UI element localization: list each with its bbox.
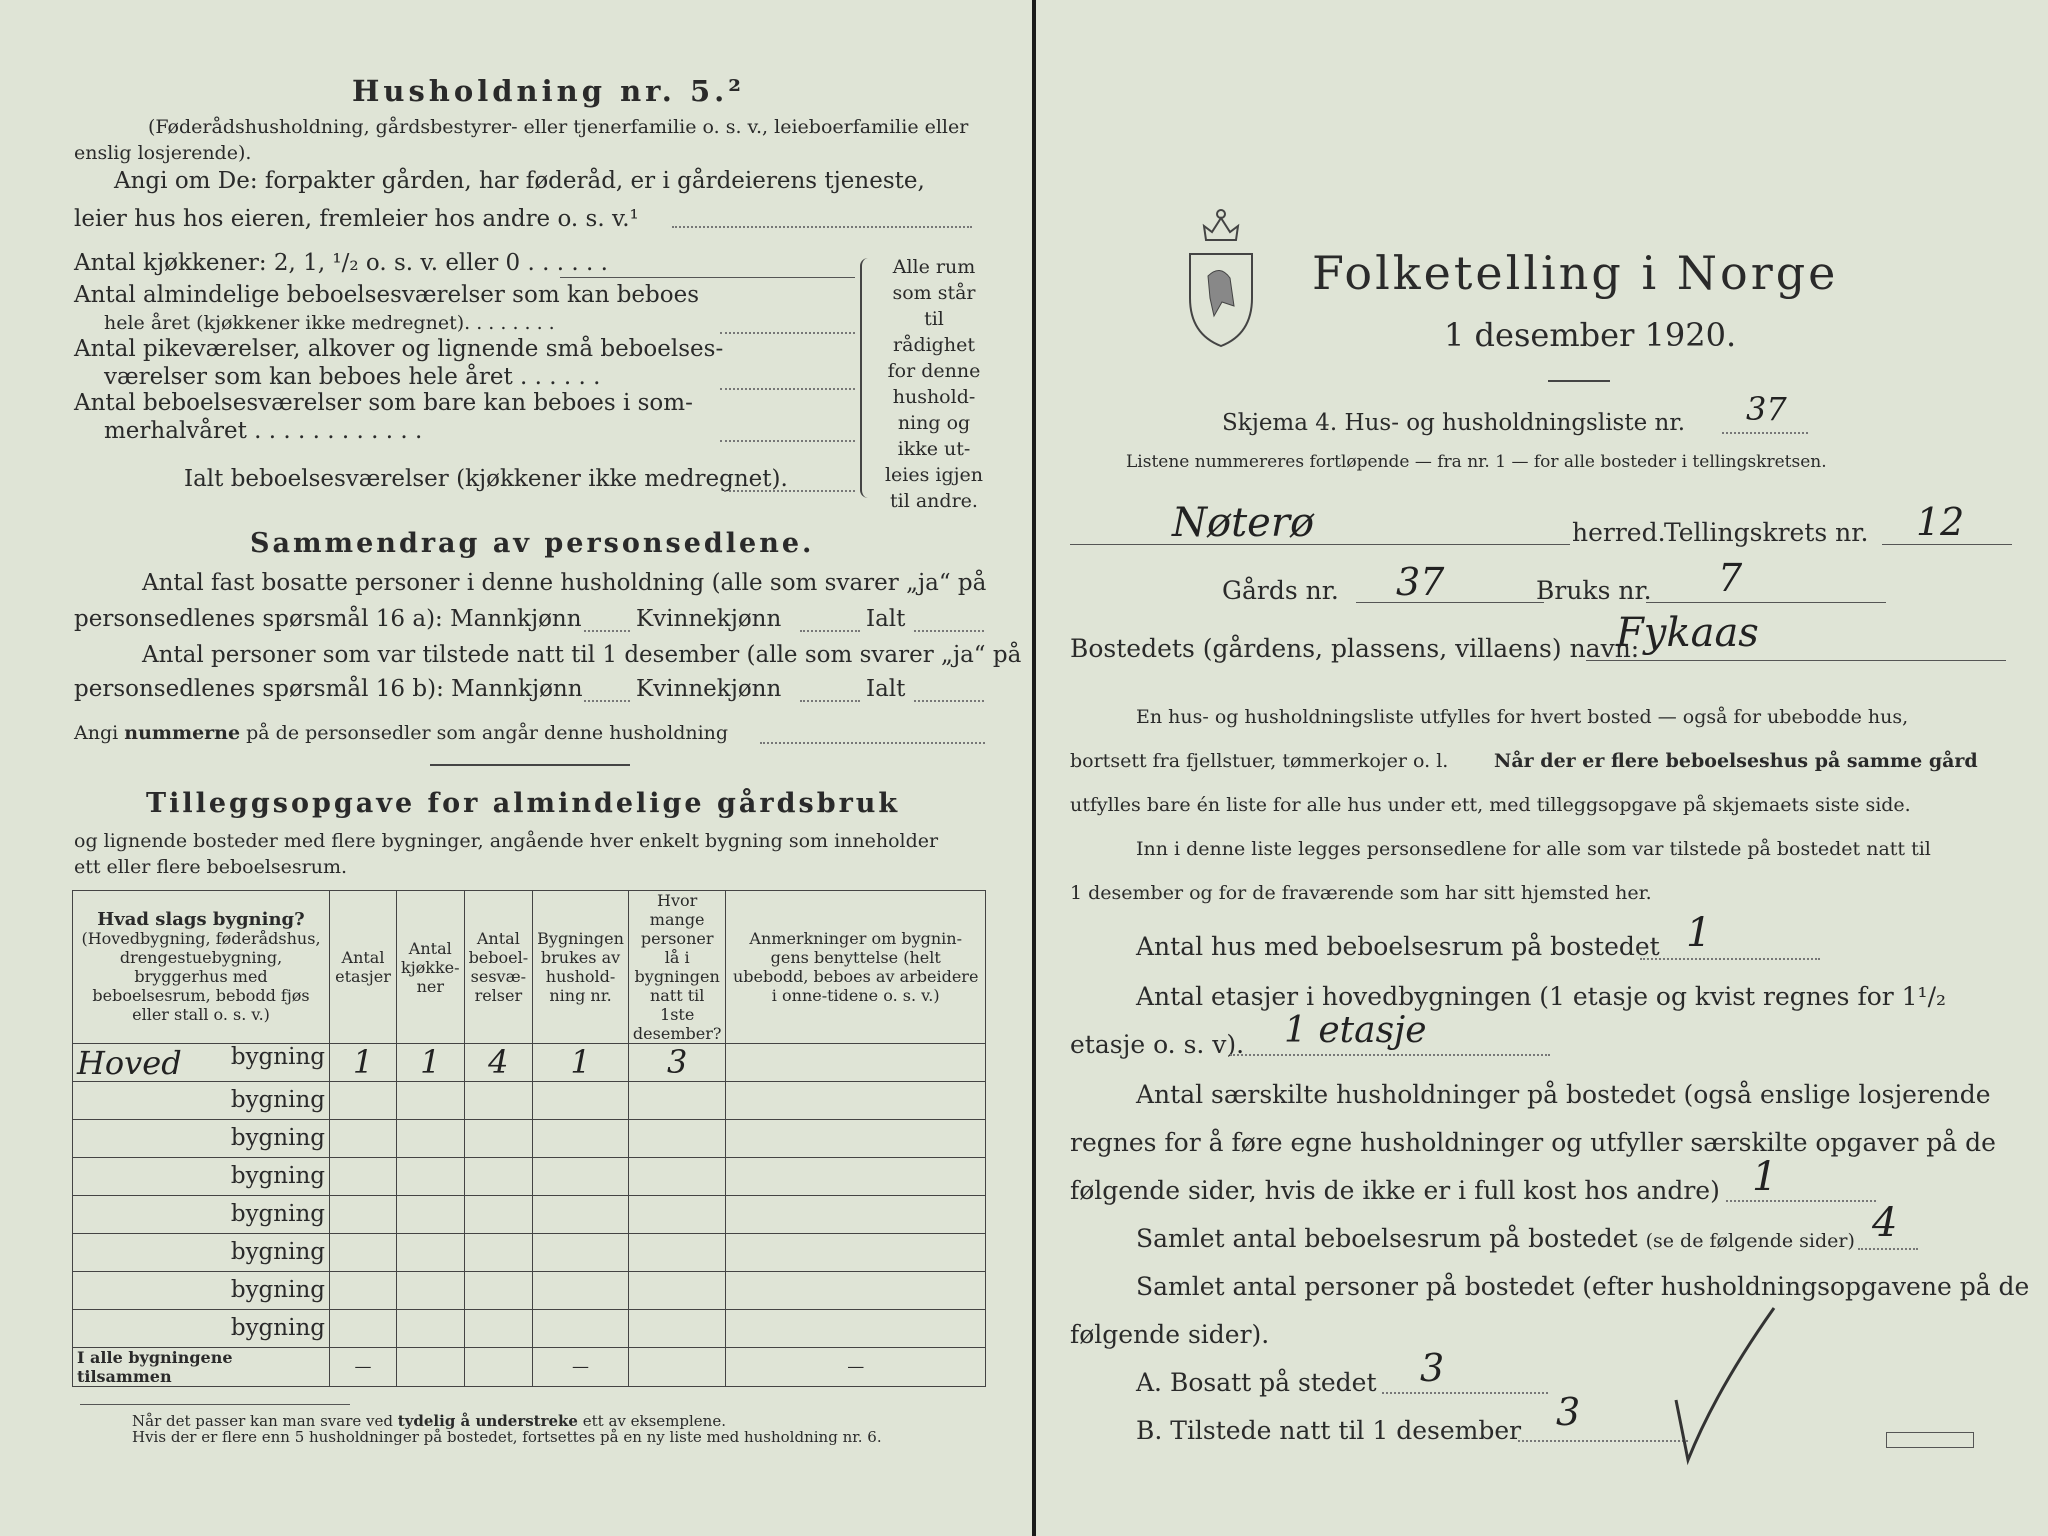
building-name-cell bbox=[73, 1196, 330, 1234]
summary-title: Sammendrag av personsedlene. bbox=[250, 528, 815, 559]
cell-kjokken: 1 bbox=[397, 1044, 465, 1082]
kitchens-question: Antal kjøkkener: 2, 1, ¹/₂ o. s. v. eller 0 . . . . . . bbox=[74, 250, 608, 276]
side-note-line: hushold- bbox=[892, 386, 976, 408]
pers-line-1: Samlet antal personer på bostedet (efter husholdningsopgavene på de bbox=[1136, 1272, 2030, 1301]
total-floors: — bbox=[330, 1348, 397, 1387]
side-note-line: ning og bbox=[897, 412, 971, 434]
building-word: bygning bbox=[230, 1163, 325, 1189]
census-title: Folketelling i Norge bbox=[1312, 246, 1839, 300]
col-header-type-title: Hvad slags bygning? bbox=[97, 909, 305, 930]
checkmark-icon bbox=[1666, 1300, 1786, 1470]
rooms3-line bbox=[720, 440, 855, 442]
supplement-intro-1: og lignende bosteder med flere bygninger, angående hver enkelt bygning som inneholder bbox=[74, 830, 939, 852]
angi-line-2: leier hus hos eieren, fremleier hos andre o. s. v.¹ bbox=[74, 206, 639, 232]
col-header-rooms: Antal beboel-sesvæ-relser bbox=[464, 891, 533, 1044]
cell-pers bbox=[628, 1310, 726, 1348]
summary2-total-line bbox=[914, 700, 984, 702]
hush-value: 1 bbox=[1752, 1154, 1778, 1200]
cell-rom bbox=[464, 1310, 533, 1348]
cell-kjokken bbox=[397, 1158, 465, 1196]
cell-anm bbox=[726, 1196, 986, 1234]
summary1-line-1: Antal fast bosatte personer i denne husholdning (alle som svarer „ja“ på bbox=[142, 570, 987, 596]
hush-line-3: følgende sider, hvis de ikke er i full kost hos andre) bbox=[1070, 1176, 1720, 1205]
cell-kjokken bbox=[397, 1196, 465, 1234]
tilstede-line bbox=[1518, 1440, 1688, 1442]
summary3 bbox=[74, 722, 728, 744]
etasjer-value: 1 etasje bbox=[1284, 1010, 1427, 1051]
angi-fill-line bbox=[672, 226, 972, 228]
col-header-persons: Hvor mange personer lå i bygningen natt til 1ste desember? bbox=[628, 891, 726, 1044]
rom-question bbox=[1136, 1224, 1855, 1253]
footnote-1-bold: tydelig å understreke bbox=[397, 1412, 578, 1430]
kitchens-line bbox=[560, 277, 855, 278]
hush-fill-line bbox=[1726, 1200, 1876, 1202]
cell-anm bbox=[726, 1272, 986, 1310]
side-note-line: som står til bbox=[892, 282, 976, 330]
building-table bbox=[72, 890, 986, 1387]
table-row bbox=[73, 1272, 986, 1310]
col-header-type-desc: (Hovedbygning, føderådshus, drengestuebygning, bryggerhus med beboelsesrum, bebodd fjøs eller stall o. s. v.) bbox=[81, 929, 321, 1024]
cell-hush: 1 bbox=[533, 1044, 629, 1082]
tilstede-value: 3 bbox=[1556, 1390, 1581, 1434]
cell-hush bbox=[533, 1234, 629, 1272]
cell-pers bbox=[628, 1082, 726, 1120]
listene-note: Listene nummereres fortløpende — fra nr. 1 — for alle bosteder i tellingskretsen. bbox=[1126, 452, 1827, 472]
hus-question: Antal hus med beboelsesrum på bostedet bbox=[1136, 932, 1660, 961]
col-header-household: Bygningen brukes av hushold-ning nr. bbox=[533, 891, 629, 1044]
cell-kjokken bbox=[397, 1120, 465, 1158]
printer-stamp bbox=[1886, 1432, 1974, 1448]
rooms3-line-2: merhalvåret . . . . . . . . . . . . bbox=[104, 418, 423, 444]
instr1-line-2b: Når der er flere beboelseshus på samme gård bbox=[1494, 750, 1978, 772]
cell-anm bbox=[726, 1158, 986, 1196]
instr2-line-2: 1 desember og for de fraværende som har sitt hjemsted her. bbox=[1070, 882, 1652, 904]
cell-hush bbox=[533, 1196, 629, 1234]
cell-rom bbox=[464, 1272, 533, 1310]
table-row bbox=[73, 1082, 986, 1120]
intro-line-1: (Føderådshusholdning, gårdsbestyrer- eller tjenerfamilie o. s. v., leieboerfamilie eller bbox=[148, 116, 969, 138]
cell-etasjer bbox=[330, 1272, 397, 1310]
building-word: bygning bbox=[230, 1125, 325, 1151]
cell-pers bbox=[628, 1158, 726, 1196]
cell-kjokken bbox=[397, 1082, 465, 1120]
total-persons bbox=[628, 1348, 726, 1387]
rom-value: 4 bbox=[1872, 1200, 1898, 1246]
building-word: bygning bbox=[230, 1277, 325, 1303]
cell-rom bbox=[464, 1158, 533, 1196]
building-word: bygning bbox=[230, 1315, 325, 1341]
summary2-line-2: personsedlenes spørsmål 16 b): Mannkjønn bbox=[74, 676, 583, 702]
herred-value: Nøterø bbox=[1172, 500, 1315, 546]
cell-kjokken bbox=[397, 1234, 465, 1272]
cell-etasjer bbox=[330, 1120, 397, 1158]
rom-question-text: Samlet antal beboelsesrum på bostedet bbox=[1136, 1224, 1638, 1253]
etasjer-line-1: Antal etasjer i hovedbygningen (1 etasje og kvist regnes for 1¹/₂ bbox=[1136, 982, 1947, 1011]
cell-rom bbox=[464, 1234, 533, 1272]
cell-anm bbox=[726, 1082, 986, 1120]
summary3-post: på de personsedler som angår denne husholdning bbox=[240, 722, 729, 744]
summary1-total-line bbox=[914, 630, 984, 632]
building-word: bygning bbox=[230, 1239, 325, 1265]
skjema-nr-value: 37 bbox=[1746, 390, 1787, 428]
cell-rom: 4 bbox=[464, 1044, 533, 1082]
table-row bbox=[73, 1120, 986, 1158]
building-name-cell bbox=[73, 1120, 330, 1158]
building-word: bygning bbox=[230, 1087, 325, 1113]
rom-fill-line bbox=[1858, 1248, 1918, 1250]
building-name-cell bbox=[73, 1158, 330, 1196]
building-name-cell bbox=[73, 1272, 330, 1310]
total-kitchens bbox=[397, 1348, 465, 1387]
rom-question-note: (se de følgende sider) bbox=[1645, 1230, 1855, 1252]
hush-line-1: Antal særskilte husholdninger på bostedet (også enslige losjerende bbox=[1136, 1080, 1991, 1109]
cell-pers: 3 bbox=[628, 1044, 726, 1082]
section-divider bbox=[430, 764, 630, 766]
instr1-line-1: En hus- og husholdningsliste utfylles for hvert bosted — også for ubebodde hus, bbox=[1136, 706, 1909, 728]
cell-rom bbox=[464, 1196, 533, 1234]
col-header-remarks: Anmerkninger om bygnin-gens benyttelse (helt ubebodd, beboes av arbeidere i onne-tidene o. s. v.) bbox=[726, 891, 986, 1044]
cell-rom bbox=[464, 1120, 533, 1158]
cell-etasjer bbox=[330, 1196, 397, 1234]
supplement-intro-2: ett eller flere beboelsesrum. bbox=[74, 856, 348, 878]
rooms1-line bbox=[720, 332, 855, 334]
building-name-cell bbox=[73, 1234, 330, 1272]
rooms2-line-1: Antal pikeværelser, alkover og lignende små beboelses- bbox=[74, 336, 724, 362]
cell-rom bbox=[464, 1082, 533, 1120]
total-household: — bbox=[533, 1348, 629, 1387]
side-note-line: rådighet bbox=[893, 334, 975, 356]
summary2-total-label: Ialt bbox=[866, 676, 906, 702]
table-total-row bbox=[73, 1348, 986, 1387]
right-page bbox=[1036, 0, 2048, 1536]
cell-kjokken bbox=[397, 1272, 465, 1310]
cell-etasjer bbox=[330, 1310, 397, 1348]
cell-anm bbox=[726, 1310, 986, 1348]
side-note bbox=[884, 254, 984, 514]
building-name: Hoved bbox=[77, 1043, 182, 1082]
cell-hush bbox=[533, 1082, 629, 1120]
building-name-cell bbox=[73, 1310, 330, 1348]
table-row bbox=[73, 1310, 986, 1348]
bruks-line bbox=[1646, 602, 1886, 603]
building-name-cell bbox=[73, 1082, 330, 1120]
etasjer-line-2: etasje o. s. v). bbox=[1070, 1030, 1245, 1059]
gards-label: Gårds nr. bbox=[1222, 576, 1339, 605]
intro-line-2: enslig losjerende). bbox=[74, 142, 252, 164]
table-header-row bbox=[73, 891, 986, 1044]
herred-label: herred. bbox=[1572, 518, 1666, 547]
title-divider bbox=[1548, 380, 1610, 382]
cell-hush bbox=[533, 1120, 629, 1158]
rooms2-line bbox=[720, 388, 855, 390]
instr1-line-3: utfylles bare én liste for alle hus under ett, med tilleggsopgave på skjemaets siste side. bbox=[1070, 794, 1911, 816]
instr1-line-2a: bortsett fra fjellstuer, tømmerkojer o. l. bbox=[1070, 750, 1449, 772]
summary2-line-1: Antal personer som var tilstede natt til 1 desember (alle som svarer „ja“ på bbox=[142, 642, 1022, 668]
angi-line-1: Angi om De: forpakter gården, har føderåd, er i gårdeierens tjeneste, bbox=[114, 168, 925, 194]
skjema-line bbox=[1722, 432, 1808, 434]
summary2-male-line bbox=[584, 700, 630, 702]
summary1-total-label: Ialt bbox=[866, 606, 906, 632]
cell-etasjer bbox=[330, 1234, 397, 1272]
col-header-floors: Antal etasjer bbox=[330, 891, 397, 1044]
bosatt-line bbox=[1382, 1392, 1548, 1394]
cell-anm bbox=[726, 1234, 986, 1272]
bosatt-label: A. Bosatt på stedet bbox=[1136, 1368, 1377, 1397]
side-note-line: til andre. bbox=[890, 490, 978, 512]
skjema-label: Skjema 4. Hus- og husholdningsliste nr. bbox=[1222, 410, 1686, 436]
cell-anm bbox=[726, 1044, 986, 1082]
instr2-line-1: Inn i denne liste legges personsedlene for alle som var tilstede på bostedet natt til bbox=[1136, 838, 1931, 860]
cell-pers bbox=[628, 1196, 726, 1234]
cell-anm bbox=[726, 1120, 986, 1158]
table-row bbox=[73, 1196, 986, 1234]
hus-value: 1 bbox=[1686, 910, 1712, 956]
total-label: I alle bygningene tilsammen bbox=[73, 1348, 330, 1387]
hush-line-2: regnes for å føre egne husholdninger og utfyller særskilte opgaver på de bbox=[1070, 1128, 1996, 1157]
bosted-label: Bostedets (gårdens, plassens, villaens) navn: bbox=[1070, 634, 1640, 663]
side-note-line: for denne bbox=[887, 360, 981, 382]
footnote-1-pre: Når det passer kan man svare ved bbox=[132, 1412, 398, 1430]
total-remarks: — bbox=[726, 1348, 986, 1387]
cell-kjokken bbox=[397, 1310, 465, 1348]
col-header-type bbox=[73, 891, 330, 1044]
footnote-rule bbox=[80, 1404, 350, 1405]
rooms2-line-2: værelser som kan beboes hele året . . . . . . bbox=[104, 364, 601, 390]
table-row bbox=[73, 1234, 986, 1272]
krets-value: 12 bbox=[1916, 500, 1965, 544]
cell-pers bbox=[628, 1272, 726, 1310]
cell-pers bbox=[628, 1234, 726, 1272]
cell-etasjer: 1 bbox=[330, 1044, 397, 1082]
rooms-total-line bbox=[724, 490, 855, 492]
rooms1-line-2: hele året (kjøkkener ikke medregnet). . . . . . . . bbox=[104, 312, 555, 334]
cell-hush bbox=[533, 1272, 629, 1310]
cell-etasjer bbox=[330, 1082, 397, 1120]
side-note-line: leies igjen bbox=[884, 464, 984, 486]
building-name-cell bbox=[73, 1044, 330, 1082]
summary1-male-line bbox=[584, 630, 630, 632]
bosted-value: Fykaas bbox=[1616, 610, 1759, 656]
cell-etasjer bbox=[330, 1158, 397, 1196]
bosted-line bbox=[1586, 660, 2006, 661]
footnote-2: Hvis der er flere enn 5 husholdninger på bostedet, fortsettes på en ny liste med husholdning nr. 6. bbox=[132, 1428, 882, 1446]
pers-line-2: følgende sider). bbox=[1070, 1320, 1270, 1349]
building-word: bygning bbox=[230, 1201, 325, 1227]
summary1-line-2: personsedlenes spørsmål 16 a): Mannkjønn bbox=[74, 606, 582, 632]
herred-line bbox=[1070, 544, 1570, 545]
bruks-label: Bruks nr. bbox=[1536, 576, 1652, 605]
table-row bbox=[73, 1158, 986, 1196]
rooms1-line-1: Antal almindelige beboelsesværelser som kan beboes bbox=[74, 282, 700, 308]
side-note-line: Alle rum bbox=[892, 256, 976, 278]
hus-line bbox=[1640, 958, 1820, 960]
census-date: 1 desember 1920. bbox=[1444, 316, 1737, 354]
bosatt-value: 3 bbox=[1420, 1346, 1445, 1390]
gards-line bbox=[1356, 602, 1544, 603]
tilstede-label: B. Tilstede natt til 1 desember bbox=[1136, 1416, 1522, 1445]
cell-pers bbox=[628, 1120, 726, 1158]
side-brace bbox=[860, 258, 878, 498]
rooms3-line-1: Antal beboelsesværelser som bare kan beboes i som- bbox=[74, 390, 693, 416]
norway-coat-of-arms-icon bbox=[1186, 206, 1256, 354]
bruks-value: 7 bbox=[1718, 556, 1743, 600]
summary1-female-label: Kvinnekjønn bbox=[636, 606, 782, 632]
etasjer-fill-line bbox=[1230, 1054, 1550, 1056]
summary1-female-line bbox=[800, 630, 860, 632]
summary2-female-line bbox=[800, 700, 860, 702]
table-row bbox=[73, 1044, 986, 1082]
summary3-line bbox=[760, 742, 985, 744]
household-heading: Husholdning nr. 5.² bbox=[352, 74, 745, 108]
summary3-bold: nummerne bbox=[124, 722, 241, 744]
supplement-title: Tilleggsopgave for almindelige gårdsbruk bbox=[146, 788, 901, 819]
gards-value: 37 bbox=[1396, 560, 1445, 604]
side-note-line: ikke ut- bbox=[897, 438, 971, 460]
building-word: bygning bbox=[230, 1043, 325, 1070]
cell-hush bbox=[533, 1158, 629, 1196]
cell-hush bbox=[533, 1310, 629, 1348]
summary2-female-label: Kvinnekjønn bbox=[636, 676, 782, 702]
summary3-pre: Angi bbox=[74, 722, 125, 744]
footnote-1-post: ett av eksemplene. bbox=[577, 1412, 726, 1430]
rooms-total: Ialt beboelsesværelser (kjøkkener ikke medregnet). bbox=[184, 466, 788, 492]
krets-label: Tellingskrets nr. bbox=[1664, 518, 1869, 547]
col-header-kitchens: Antal kjøkke-ner bbox=[397, 891, 465, 1044]
total-rooms bbox=[464, 1348, 533, 1387]
krets-line bbox=[1882, 544, 2012, 545]
